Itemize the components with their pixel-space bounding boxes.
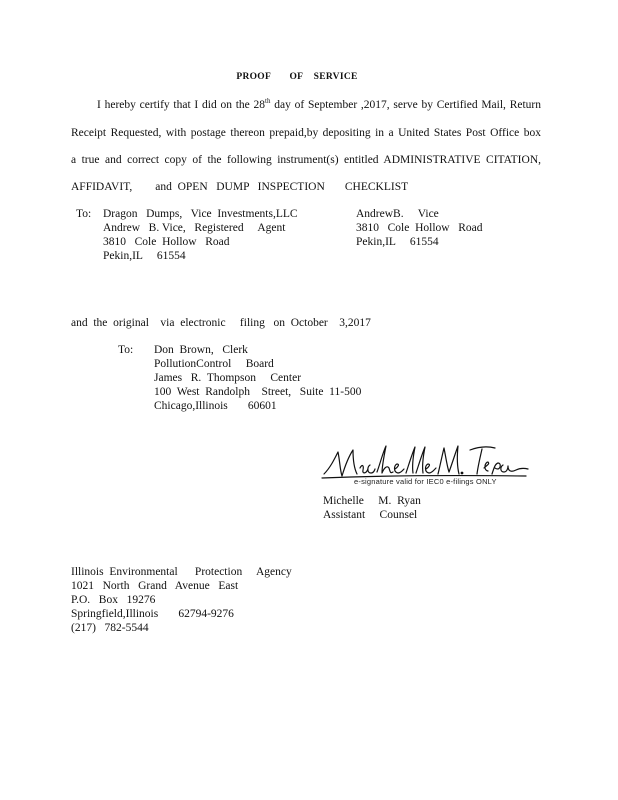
recipient-left-line: Andrew B. Vice, Registered Agent bbox=[103, 222, 286, 234]
signer-block bbox=[323, 494, 421, 522]
recipient-left-line: 3810 Cole Hollow Road bbox=[103, 236, 230, 248]
certification-line-1-start: I hereby certify that I did on the 28 bbox=[97, 99, 266, 111]
recipient-right-line: 3810 Cole Hollow Road bbox=[356, 222, 483, 234]
agency-line: (217) 782-5544 bbox=[71, 622, 149, 634]
original-filing-line: and the original via electronic filing on October 3,2017 bbox=[71, 317, 371, 329]
recipient-to-label: To: bbox=[76, 208, 92, 220]
agency-line: Illinois Environmental Protection Agency bbox=[71, 566, 292, 578]
original-recipient-line: PollutionControl Board bbox=[154, 358, 274, 370]
recipient-address-left bbox=[103, 207, 298, 263]
original-recipient-address bbox=[154, 343, 361, 413]
original-recipient-line: 100 West Randolph Street, Suite 11-500 bbox=[154, 386, 362, 398]
certification-line-2: Receipt Requested, with postage thereon prepaid,by depositing in a United States Post Office box bbox=[71, 127, 541, 139]
day-ordinal-suffix: th bbox=[265, 97, 271, 106]
certification-line-1 bbox=[71, 98, 541, 112]
original-recipient-line: Don Brown, Clerk bbox=[154, 344, 248, 356]
certification-line-4: AFFIDAVIT, and OPEN DUMP INSPECTION CHECKLIST bbox=[71, 181, 409, 193]
agency-address bbox=[71, 565, 292, 635]
agency-line: 1021 North Grand Avenue East bbox=[71, 580, 239, 592]
certification-line-3: a true and correct copy of the following instrument(s) entitled ADMINISTRATIVE CITATION, bbox=[71, 154, 541, 166]
original-recipient-to-label: To: bbox=[118, 344, 134, 356]
agency-line: Springfield,Illinois 62794-9276 bbox=[71, 608, 234, 620]
signer-title: Assistant Counsel bbox=[323, 509, 418, 521]
certification-line-1-end: day of September ,2017, serve by Certified Mail, Return bbox=[270, 99, 541, 111]
e-signature-note: e-signature valid for IEC0 e-filings ONLY bbox=[354, 477, 497, 486]
original-recipient-line: James R. Thompson Center bbox=[154, 372, 302, 384]
recipient-left-line: Dragon Dumps, Vice Investments,LLC bbox=[103, 208, 298, 220]
recipient-address-right bbox=[356, 207, 483, 249]
agency-line: P.O. Box 19276 bbox=[71, 594, 156, 606]
recipient-left-line: Pekin,IL 61554 bbox=[103, 250, 186, 262]
recipient-right-line: Pekin,IL 61554 bbox=[356, 236, 439, 248]
recipient-right-line: AndrewB. Vice bbox=[356, 208, 439, 220]
original-recipient-line: Chicago,Illinois 60601 bbox=[154, 400, 277, 412]
document-title: PROOF OF SERVICE bbox=[236, 72, 358, 82]
signer-name: Michelle M. Ryan bbox=[323, 495, 421, 507]
e-signature-block bbox=[320, 438, 532, 490]
